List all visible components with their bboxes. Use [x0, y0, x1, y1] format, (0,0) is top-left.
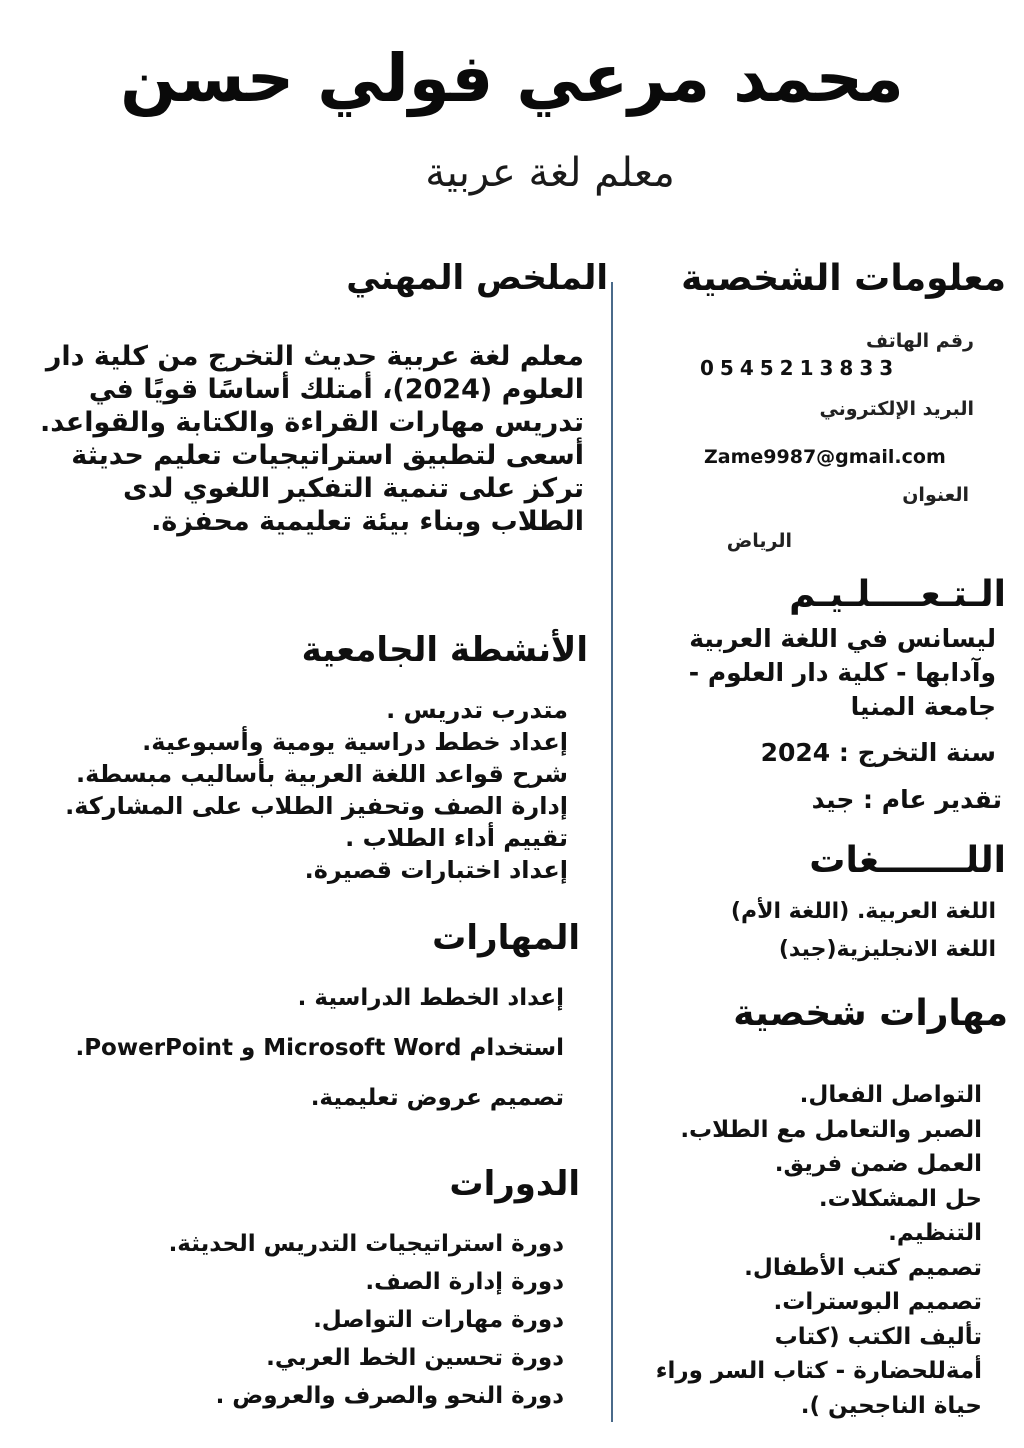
- list-item: إعداد الخطط الدراسية .: [297, 985, 564, 1011]
- list-item: إعداد خطط دراسية يومية وأسبوعية.: [142, 728, 568, 756]
- personal-skills-list: [656, 1078, 982, 1423]
- list-item: تصميم عروض تعليمية.: [310, 1085, 564, 1111]
- list-item: تقييم أداء الطلاب .: [345, 824, 568, 852]
- list-item: إدارة الصف وتحفيز الطلاب على المشاركة.: [65, 792, 568, 820]
- column-divider: [611, 282, 613, 1422]
- courses-heading: الدورات: [449, 1164, 580, 1204]
- courses-list: [169, 1225, 564, 1415]
- languages-heading: اللـــــــغات: [809, 840, 1006, 881]
- skills-heading: المهارات: [432, 918, 580, 958]
- list-item: شرح قواعد اللغة العربية بأساليب مبسطة.: [75, 760, 568, 788]
- education-grade: تقدير عام : جيد: [811, 785, 1002, 814]
- activities-list: [65, 694, 568, 886]
- email-value: Zame9987@gmail.com: [704, 446, 946, 468]
- list-item: الصبر والتعامل مع الطلاب.: [680, 1116, 982, 1143]
- list-item: العمل ضمن فريق.: [774, 1151, 982, 1177]
- education-graduation: سنة التخرج : 2024: [760, 738, 996, 767]
- education-degree: ليسانس في اللغة العربية وآدابها - كلية دار العلوم - جامعة المنيا: [688, 624, 996, 721]
- summary-heading: الملخص المهني: [346, 258, 608, 298]
- email-label: البريد الإلكتروني: [819, 398, 974, 420]
- personal-skills-heading: مهارات شخصية: [733, 993, 1008, 1034]
- list-item: حياة الناجحين ).: [800, 1392, 982, 1419]
- list-item: دورة النحو والصرف والعروض .: [215, 1383, 564, 1409]
- job-title: معلم لغة عربية: [425, 150, 675, 196]
- candidate-name: محمد مرعي فولي حسن: [120, 40, 904, 117]
- personal-info-heading: معلومات الشخصية: [681, 258, 1006, 299]
- list-item: أمةللحضارة - كتاب السر وراء: [655, 1358, 982, 1384]
- address-value: الرياض: [726, 530, 792, 552]
- education-heading: الـتـعــــلـيـم: [789, 574, 1006, 615]
- list-item: استخدام Microsoft Word و PowerPoint.: [75, 1035, 564, 1061]
- phone-label: رقم الهاتف: [866, 330, 974, 352]
- list-item: دورة مهارات التواصل.: [313, 1307, 564, 1333]
- address-label: العنوان: [902, 484, 969, 506]
- list-item: متدرب تدريس .: [386, 696, 568, 724]
- list-item: تصميم البوسترات.: [773, 1289, 982, 1315]
- list-item: دورة تحسين الخط العربي.: [266, 1345, 564, 1371]
- languages-list: [731, 893, 996, 969]
- list-item: إعداد اختبارات قصيرة.: [304, 856, 568, 884]
- activities-heading: الأنشطة الجامعية: [301, 630, 588, 670]
- list-item: اللغة الانجليزية(جيد): [778, 937, 996, 962]
- list-item: اللغة العربية. (اللغة الأم): [730, 899, 996, 924]
- list-item: تصميم كتب الأطفال.: [744, 1254, 982, 1281]
- skills-list: [75, 973, 564, 1123]
- list-item: دورة إدارة الصف.: [365, 1269, 564, 1295]
- list-item: التنظيم.: [888, 1220, 982, 1246]
- list-item: حل المشكلات.: [818, 1185, 982, 1212]
- phone-value: 0545213833: [700, 356, 900, 380]
- list-item: التواصل الفعال.: [799, 1082, 982, 1108]
- list-item: تأليف الكتب (كتاب: [774, 1323, 982, 1350]
- list-item: دورة استراتيجيات التدريس الحديثة.: [168, 1231, 564, 1257]
- summary-text: معلم لغة عربية حديث التخرج من كلية دار العلوم (2024)، أمتلك أساسًا قويًا في تدريس مهارات القراءة والكتابة والقواعد. أسعى لتطبيق استراتيجيات تعليم حديثة تركز على تنمية التفكير اللغوي لدى الطلاب وبناء بيئة تعليمية محفزة.: [39, 341, 584, 537]
